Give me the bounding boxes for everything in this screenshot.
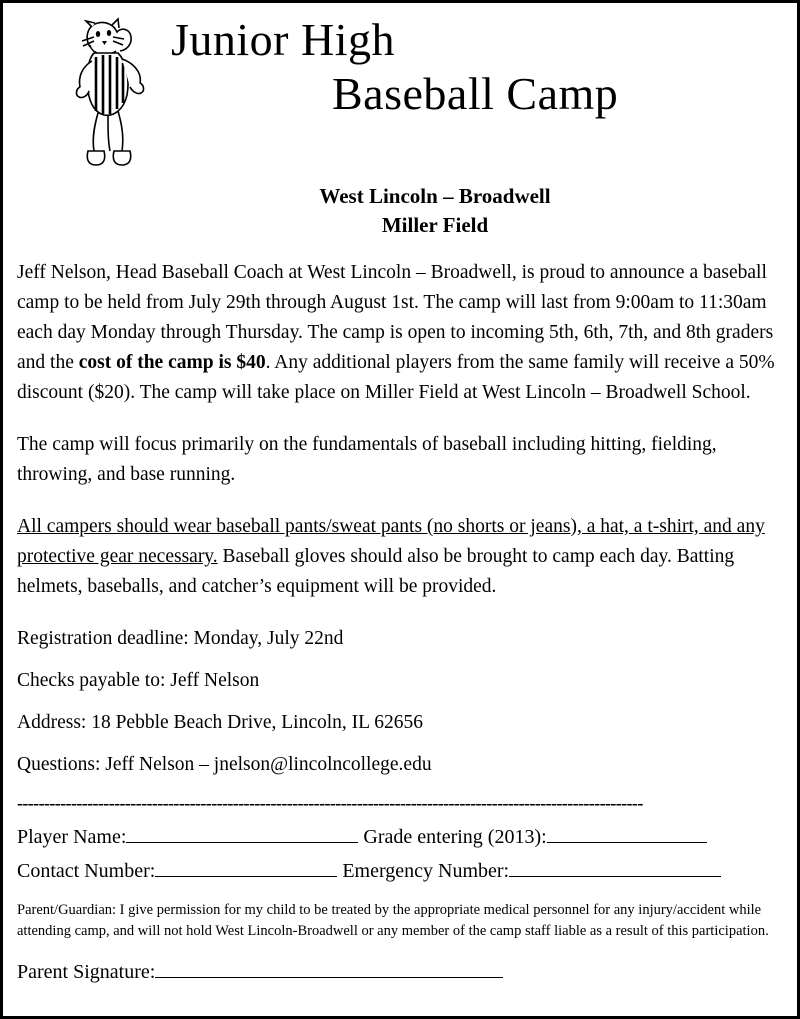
emergency-number-input[interactable] — [509, 857, 721, 877]
parent-signature-input[interactable] — [155, 958, 503, 978]
player-name-input[interactable] — [126, 823, 358, 843]
contact-number-label: Contact Number: — [17, 860, 156, 882]
paragraph-intro-part2: . Any additional players from the same family will receive a 50% discount ($20). The camp will take place on Miller Field at West Lincoln – Broadwell School. — [17, 352, 775, 403]
title-block — [147, 13, 783, 121]
questions-contact: Questions: Jeff Nelson – jnelson@lincolncollege.edu — [17, 754, 432, 775]
form-row-player — [17, 820, 783, 854]
player-name-label: Player Name: — [17, 826, 127, 848]
grade-input[interactable] — [547, 823, 707, 843]
paragraph-intro-part1: Jeff Nelson, Head Baseball Coach at West Lincoln – Broadwell, is proud to announce a baseball camp to be held from July 29th through August 1st. The camp will last from 9:00am to 11:30am each day Monday through Thursday. The camp is open to incoming 5th, 6th, 7th, and 8th graders and the — [17, 262, 774, 373]
info-block — [17, 624, 783, 780]
paragraph-attire — [17, 512, 783, 602]
flyer-header — [17, 3, 783, 172]
cut-line-divider: -------------------------------------------------------------------------------------------------------------------- — [17, 796, 643, 810]
parent-signature-label: Parent Signature: — [17, 961, 156, 983]
mailing-address: Address: 18 Pebble Beach Drive, Lincoln, IL 62656 — [17, 712, 423, 733]
page-title-line2: Baseball Camp — [332, 68, 619, 119]
permission-legal-text: Parent/Guardian: I give permission for my child to be treated by the appropriate medical personnel for any injury/accident while attending camp, and will not hold West Lincoln-Broadwell or any member of the camp staff liable as a result of this participation. — [17, 902, 769, 939]
cost-emphasis: cost of the camp is $40 — [78, 352, 266, 373]
page-title-line1: Junior High — [171, 14, 395, 65]
registration-deadline: Registration deadline: Monday, July 22nd — [17, 628, 344, 649]
paragraph-intro — [17, 258, 783, 408]
badger-mascot-icon — [17, 13, 147, 172]
body-text — [17, 258, 783, 602]
subtitle — [17, 182, 783, 240]
paragraph-focus: The camp will focus primarily on the fundamentals of baseball including hitting, fielding, throwing, and base running. — [17, 434, 717, 485]
form-row-signature — [17, 956, 783, 988]
attire-underlined: All campers should wear baseball pants/sweat pants (no shorts or jeans), a hat, a t-shirt, and any protective gear necessary. — [17, 516, 765, 567]
grade-label: Grade entering (2013): — [363, 826, 547, 848]
attire-rest: Baseball gloves should also be brought to camp each day. Batting helmets, baseballs, and catcher’s equipment will be provided. — [17, 546, 735, 597]
contact-number-input[interactable] — [155, 857, 337, 877]
emergency-number-label: Emergency Number: — [342, 860, 510, 882]
checks-payable: Checks payable to: Jeff Nelson — [17, 670, 260, 691]
form-row-contact — [17, 854, 783, 888]
subtitle-line2: Miller Field — [381, 213, 489, 237]
subtitle-line1: West Lincoln – Broadwell — [319, 184, 551, 208]
